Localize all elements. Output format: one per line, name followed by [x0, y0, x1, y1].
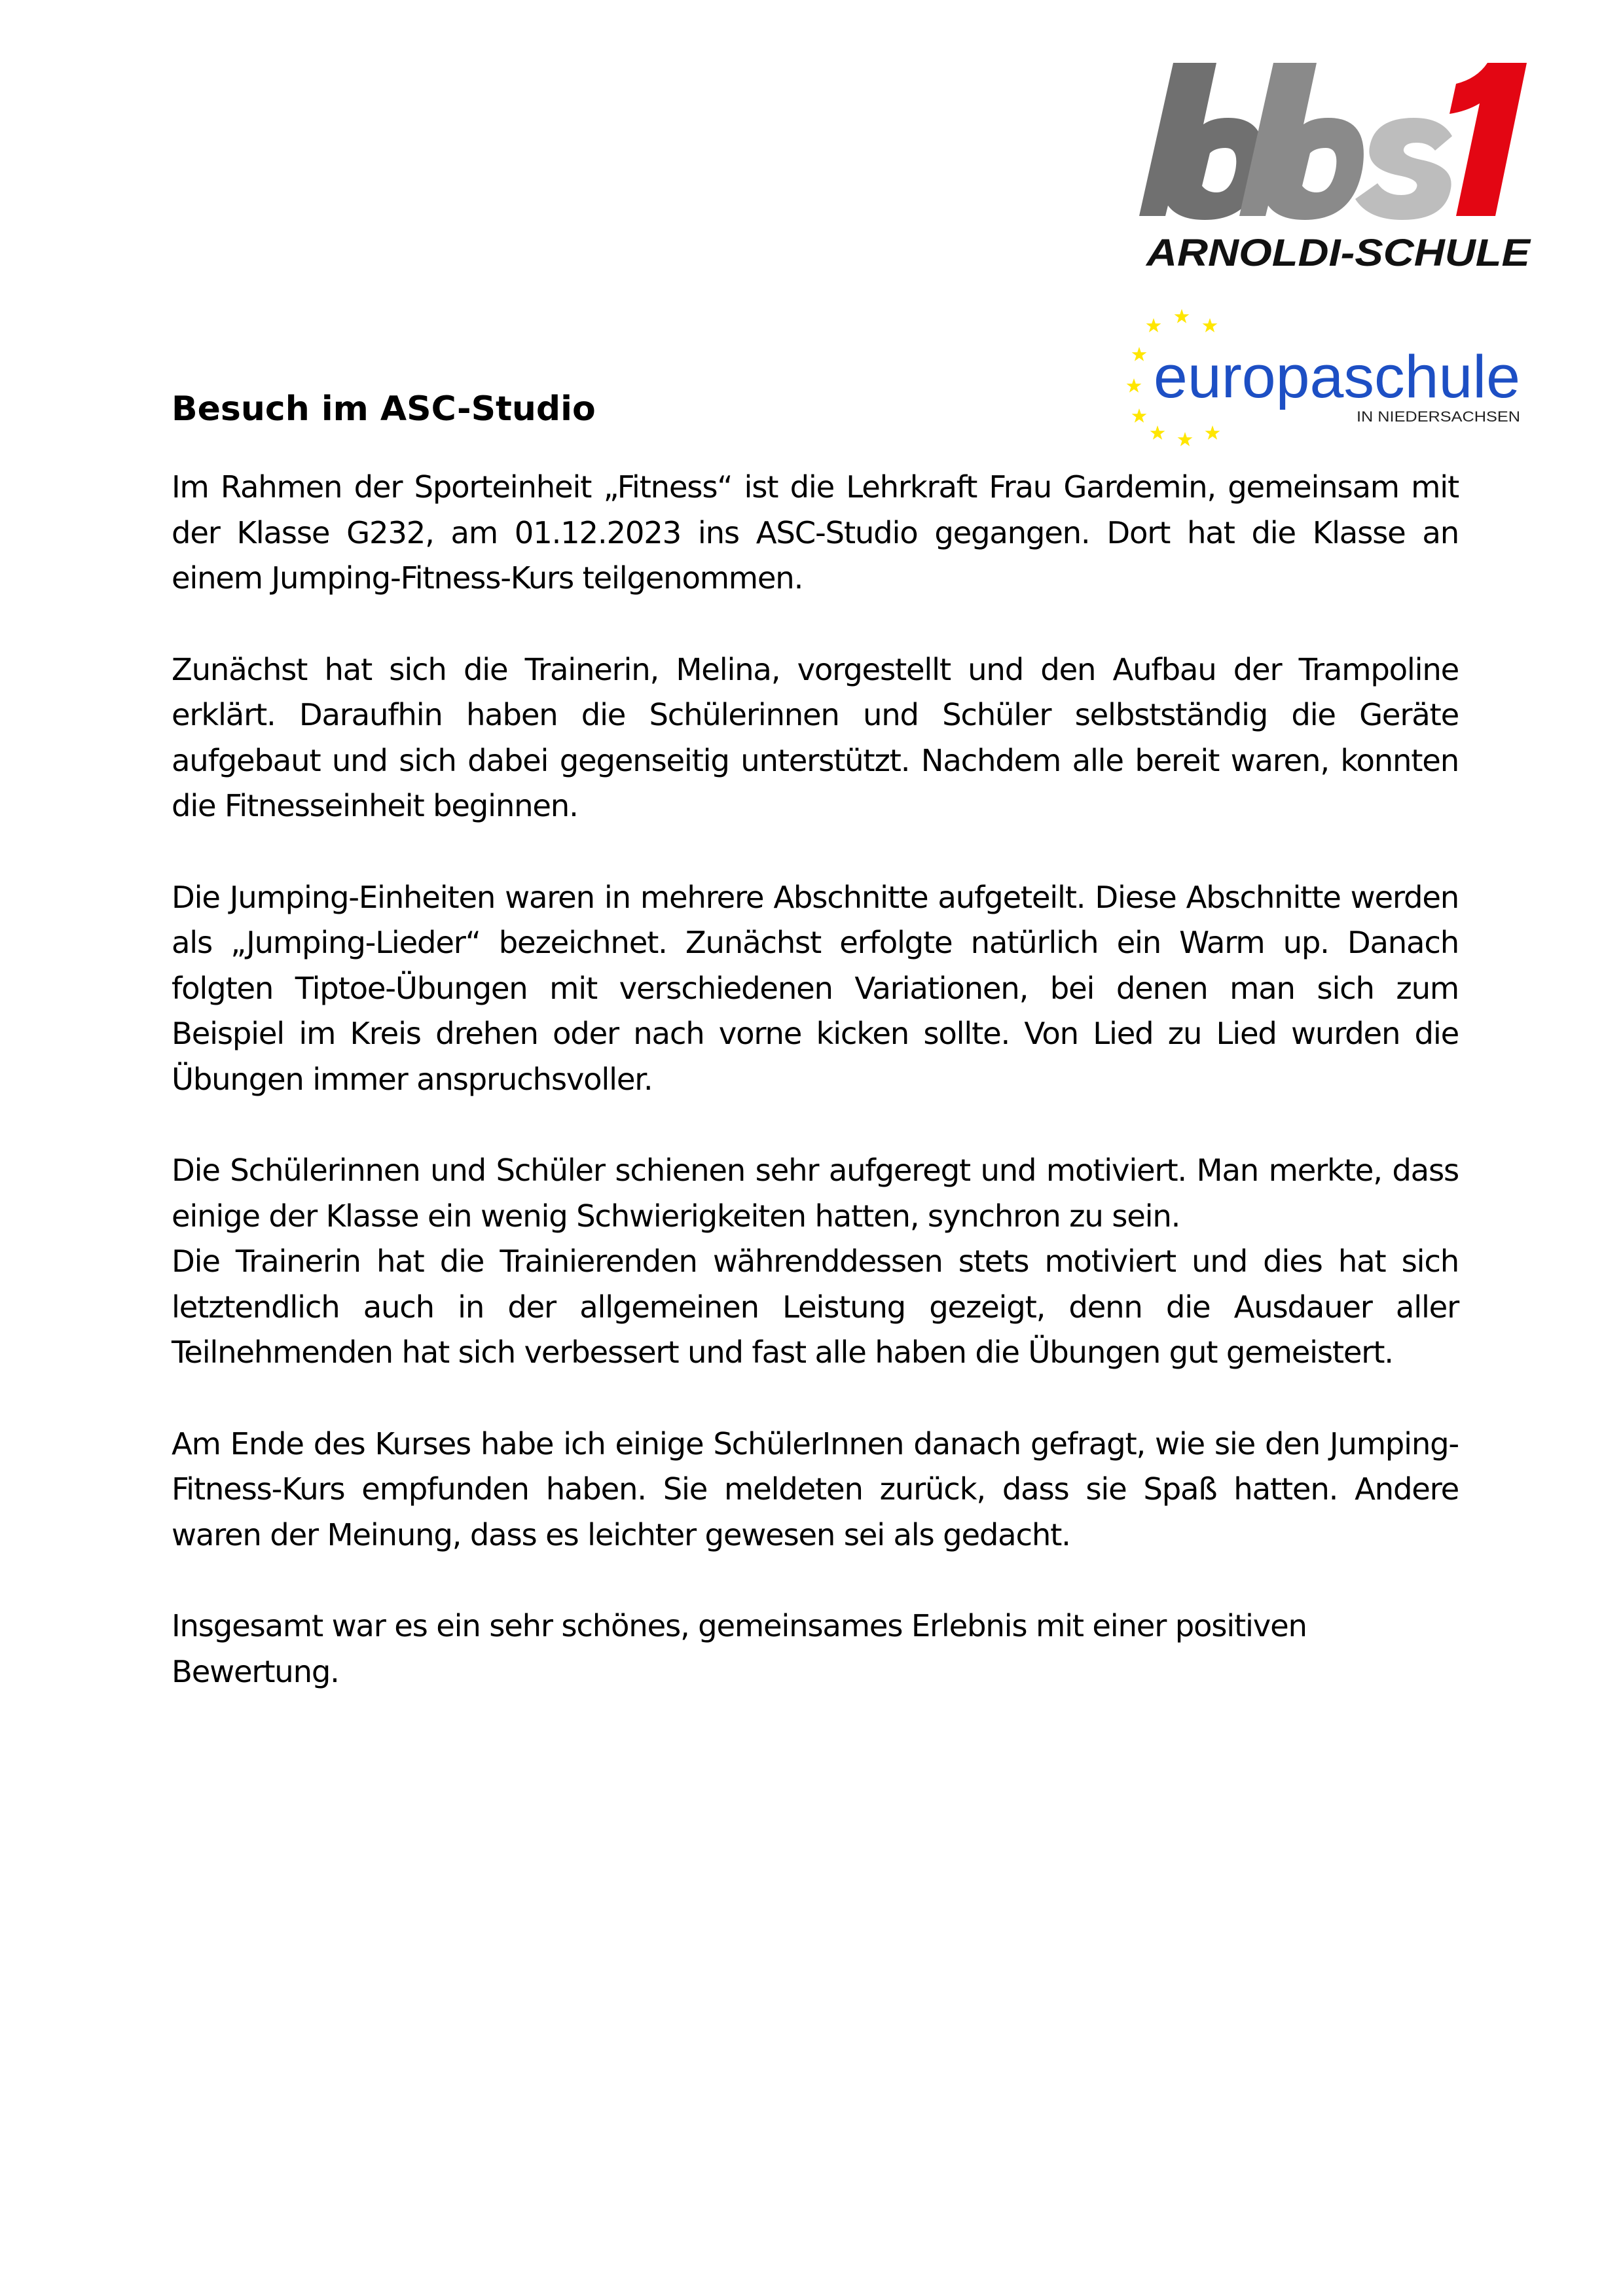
paragraph-trainer: Zunächst hat sich die Trainerin, Melina, vorgestellt und den Aufbau der Trampoline erklärt. Daraufhin haben die Schülerinnen und Schüler selbstständig die Geräte aufgebaut und sich dabei gegenseitig unterstützt. Nachdem alle bereit waren, konnten die Fitnesseinheit beginnen. — [172, 651, 1459, 823]
document-body — [172, 465, 1459, 1740]
paragraph-trainer-motivation: Die Trainerin hat die Trainierenden währenddessen stets motiviert und dies hat sich letztendlich auch in der allgemeinen Leistung gezeigt, denn die Ausdauer aller Teilnehmenden hat sich verbessert und fast alle haben die Übungen gut gemeistert. — [172, 1244, 1459, 1370]
bbs1-arnoldi-schule-logo — [1139, 58, 1532, 274]
bbs1-wordmark — [1139, 63, 1527, 220]
paragraph-intro: Im Rahmen der Sporteinheit „Fitness“ ist die Lehrkraft Frau Gardemin, gemeinsam mit der Klasse G232, am 01.12.2023 ins ASC-Studio gegangen. Dort hat die Klasse an einem Jumping-Fitness-Kurs teilgenommen. — [172, 469, 1459, 596]
paragraph-conclusion: Insgesamt war es ein sehr schönes, gemeinsames Erlebnis mit einer positiven Bewertung. — [172, 1608, 1307, 1689]
europaschule-logo — [1126, 302, 1532, 450]
bbs1-letter-s — [1355, 118, 1452, 220]
europaschule-wordmark: europaschule — [1154, 344, 1520, 410]
bbs1-letter-b-2 — [1239, 63, 1364, 220]
europaschule-subtitle: IN NIEDERSACHSEN — [1357, 408, 1520, 425]
paragraph-motivation: Die Schülerinnen und Schüler schienen sehr aufgeregt und motiviert. Man merkte, dass einige der Klasse ein wenig Schwierigkeiten hatten, synchron zu sein. — [172, 1153, 1459, 1234]
paragraph-feedback: Am Ende des Kurses habe ich einige SchülerInnen danach gefragt, wie sie den Jumping-Fitness-Kurs empfunden haben. Sie meldeten zurück, dass sie Spaß hatten. Andere waren der Meinung, dass es leichter gewesen sei als gedacht. — [172, 1426, 1459, 1552]
school-name: ARNOLDI-SCHULE — [1144, 232, 1532, 274]
paragraph-jumping-units: Die Jumping-Einheiten waren in mehrere Abschnitte aufgeteilt. Diese Abschnitte werden als „Jumping-Lieder“ bezeichnet. Zunächst erfolgte natürlich ein Warm up. Danach folgten Tiptoe-Übungen mit verschiedenen Variationen, bei denen man sich zum Beispiel im Kreis drehen oder nach vorne kicken sollte. Von Lied zu Lied wurden die Übungen immer anspruchsvoller. — [172, 879, 1459, 1097]
bbs1-digit-1 — [1450, 63, 1527, 216]
document-title: Besuch im ASC-Studio — [172, 389, 596, 429]
